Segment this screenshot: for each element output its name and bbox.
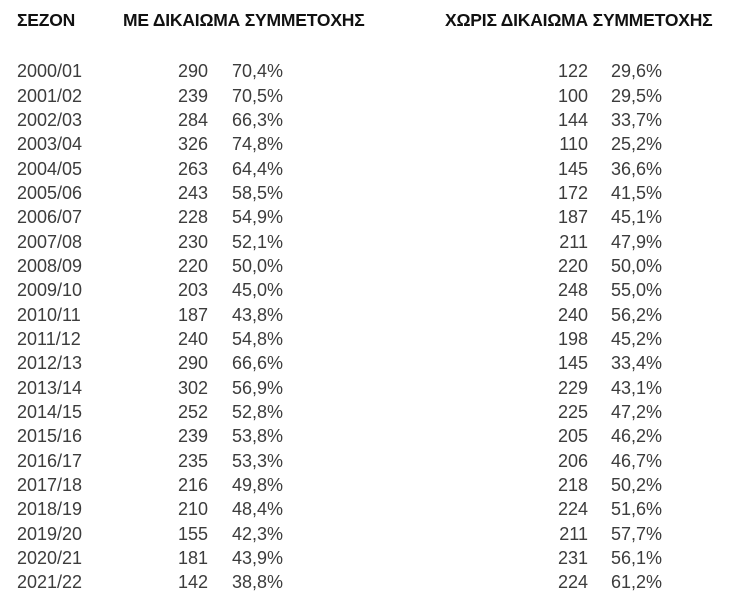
column-header-without-right: ΧΩΡΙΣ ΔΙΚΑΙΩΜΑ ΣΥΜΜΕΤΟΧΗΣ [445, 10, 713, 30]
with-pct-cell: 54,8% [231, 328, 283, 349]
without-count-cell: 110 [559, 134, 588, 155]
season-cell: 2014/15 [17, 401, 83, 422]
without-count-cell: 224 [557, 572, 588, 593]
without-count-cell: 220 [557, 255, 588, 276]
season-cell: 2015/16 [17, 426, 83, 447]
with-pct-cell: 52,1% [231, 231, 283, 252]
with-pct-cell: 42,3% [231, 523, 283, 544]
with-pct-cell: 50,0% [231, 255, 283, 276]
with-count-cell: 263 [177, 158, 208, 179]
column-header-with-right: ΜΕ ΔΙΚΑΙΩΜΑ ΣΥΜΜΕΤΟΧΗΣ [123, 10, 365, 30]
without-pct-cell: 33,4% [610, 353, 662, 374]
with-pct-cell: 74,8% [231, 134, 283, 155]
with-count-cell: 290 [177, 61, 208, 82]
without-pct-cell: 25,2% [610, 134, 662, 155]
season-cell: 2008/09 [17, 255, 83, 276]
with-pct-cell: 54,9% [231, 207, 283, 228]
with-pct-cell: 43,9% [231, 548, 283, 569]
season-cell: 2005/06 [17, 182, 83, 203]
with-pct-cell: 64,4% [231, 158, 283, 179]
season-cell: 2002/03 [17, 109, 83, 130]
with-pct-cell: 70,4% [231, 61, 283, 82]
without-pct-cell: 33,7% [610, 109, 662, 130]
table-row [0, 424, 750, 448]
with-pct-cell: 53,8% [231, 426, 283, 447]
with-pct-cell: 48,4% [231, 499, 283, 520]
with-count-cell: 290 [177, 353, 208, 374]
table-header-row [0, 0, 750, 59]
season-cell: 2000/01 [17, 61, 83, 82]
with-count-cell: 240 [177, 328, 208, 349]
without-count-cell: 206 [557, 450, 588, 471]
table-row [0, 205, 750, 229]
table-row [0, 254, 750, 278]
without-count-cell: 224 [557, 499, 588, 520]
without-count-cell: 211 [559, 523, 588, 544]
table-row [0, 351, 750, 375]
table-body [0, 59, 750, 595]
without-count-cell: 231 [557, 548, 588, 569]
table-row [0, 108, 750, 132]
without-count-cell: 218 [557, 475, 588, 496]
with-pct-cell: 58,5% [231, 182, 283, 203]
without-count-cell: 122 [557, 61, 588, 82]
without-count-cell: 240 [557, 304, 588, 325]
with-count-cell: 230 [177, 231, 208, 252]
with-pct-cell: 53,3% [231, 450, 283, 471]
table-row [0, 229, 750, 253]
season-cell: 2020/21 [17, 548, 83, 569]
table-row [0, 327, 750, 351]
with-count-cell: 302 [177, 377, 208, 398]
season-cell: 2001/02 [17, 85, 83, 106]
with-count-cell: 155 [177, 523, 208, 544]
with-pct-cell: 56,9% [231, 377, 283, 398]
without-pct-cell: 55,0% [610, 280, 662, 301]
table-row [0, 83, 750, 107]
with-count-cell: 181 [177, 548, 208, 569]
season-cell: 2011/12 [17, 328, 81, 349]
without-pct-cell: 46,7% [610, 450, 662, 471]
table-row [0, 302, 750, 326]
without-pct-cell: 36,6% [610, 158, 662, 179]
with-count-cell: 326 [177, 134, 208, 155]
without-count-cell: 229 [557, 377, 588, 398]
with-pct-cell: 66,3% [231, 109, 283, 130]
with-count-cell: 142 [177, 572, 208, 593]
without-count-cell: 205 [557, 426, 588, 447]
table-row [0, 497, 750, 521]
without-pct-cell: 29,6% [610, 61, 662, 82]
table-row [0, 473, 750, 497]
season-cell: 2016/17 [17, 450, 83, 471]
with-pct-cell: 66,6% [231, 353, 283, 374]
with-count-cell: 216 [177, 475, 208, 496]
with-count-cell: 210 [177, 499, 208, 520]
without-pct-cell: 45,1% [610, 207, 662, 228]
with-count-cell: 252 [177, 401, 208, 422]
without-count-cell: 187 [557, 207, 588, 228]
with-pct-cell: 70,5% [231, 85, 283, 106]
with-count-cell: 203 [177, 280, 208, 301]
column-header-season: ΣΕΖΟΝ [17, 10, 76, 30]
table-row [0, 132, 750, 156]
season-cell: 2009/10 [17, 280, 83, 301]
without-pct-cell: 47,2% [610, 401, 662, 422]
with-count-cell: 239 [177, 85, 208, 106]
table-row [0, 400, 750, 424]
without-pct-cell: 51,6% [610, 499, 662, 520]
without-pct-cell: 46,2% [610, 426, 662, 447]
with-count-cell: 187 [177, 304, 208, 325]
without-pct-cell: 41,5% [610, 182, 662, 203]
without-count-cell: 211 [559, 231, 588, 252]
season-cell: 2013/14 [17, 377, 83, 398]
without-pct-cell: 61,2% [610, 572, 662, 593]
without-pct-cell: 50,0% [610, 255, 662, 276]
without-pct-cell: 43,1% [610, 377, 662, 398]
with-count-cell: 284 [177, 109, 208, 130]
without-count-cell: 225 [557, 401, 588, 422]
table-row [0, 449, 750, 473]
season-cell: 2017/18 [17, 475, 83, 496]
season-cell: 2021/22 [17, 572, 83, 593]
without-pct-cell: 56,2% [610, 304, 662, 325]
season-cell: 2010/11 [17, 304, 81, 325]
season-cell: 2007/08 [17, 231, 83, 252]
table-row [0, 181, 750, 205]
with-pct-cell: 52,8% [231, 401, 283, 422]
without-count-cell: 144 [557, 109, 588, 130]
without-pct-cell: 47,9% [610, 231, 662, 252]
without-pct-cell: 29,5% [610, 85, 662, 106]
season-cell: 2004/05 [17, 158, 83, 179]
without-count-cell: 172 [557, 182, 588, 203]
season-cell: 2012/13 [17, 353, 83, 374]
table-row [0, 522, 750, 546]
with-pct-cell: 45,0% [231, 280, 283, 301]
with-count-cell: 243 [177, 182, 208, 203]
without-count-cell: 248 [557, 280, 588, 301]
season-cell: 2018/19 [17, 499, 83, 520]
table-row [0, 59, 750, 83]
season-cell: 2006/07 [17, 207, 83, 228]
table-row [0, 570, 750, 594]
with-count-cell: 239 [177, 426, 208, 447]
season-cell: 2003/04 [17, 134, 83, 155]
without-pct-cell: 50,2% [610, 475, 662, 496]
without-pct-cell: 56,1% [610, 548, 662, 569]
without-count-cell: 100 [557, 85, 588, 106]
with-count-cell: 228 [177, 207, 208, 228]
without-pct-cell: 45,2% [610, 328, 662, 349]
table-row [0, 156, 750, 180]
without-count-cell: 198 [557, 328, 588, 349]
table-row [0, 546, 750, 570]
table-row [0, 375, 750, 399]
with-pct-cell: 49,8% [231, 475, 283, 496]
with-pct-cell: 38,8% [231, 572, 283, 593]
without-count-cell: 145 [557, 353, 588, 374]
with-count-cell: 220 [177, 255, 208, 276]
with-count-cell: 235 [177, 450, 208, 471]
table-row [0, 278, 750, 302]
without-pct-cell: 57,7% [610, 523, 662, 544]
without-count-cell: 145 [557, 158, 588, 179]
season-cell: 2019/20 [17, 523, 83, 544]
with-pct-cell: 43,8% [231, 304, 283, 325]
